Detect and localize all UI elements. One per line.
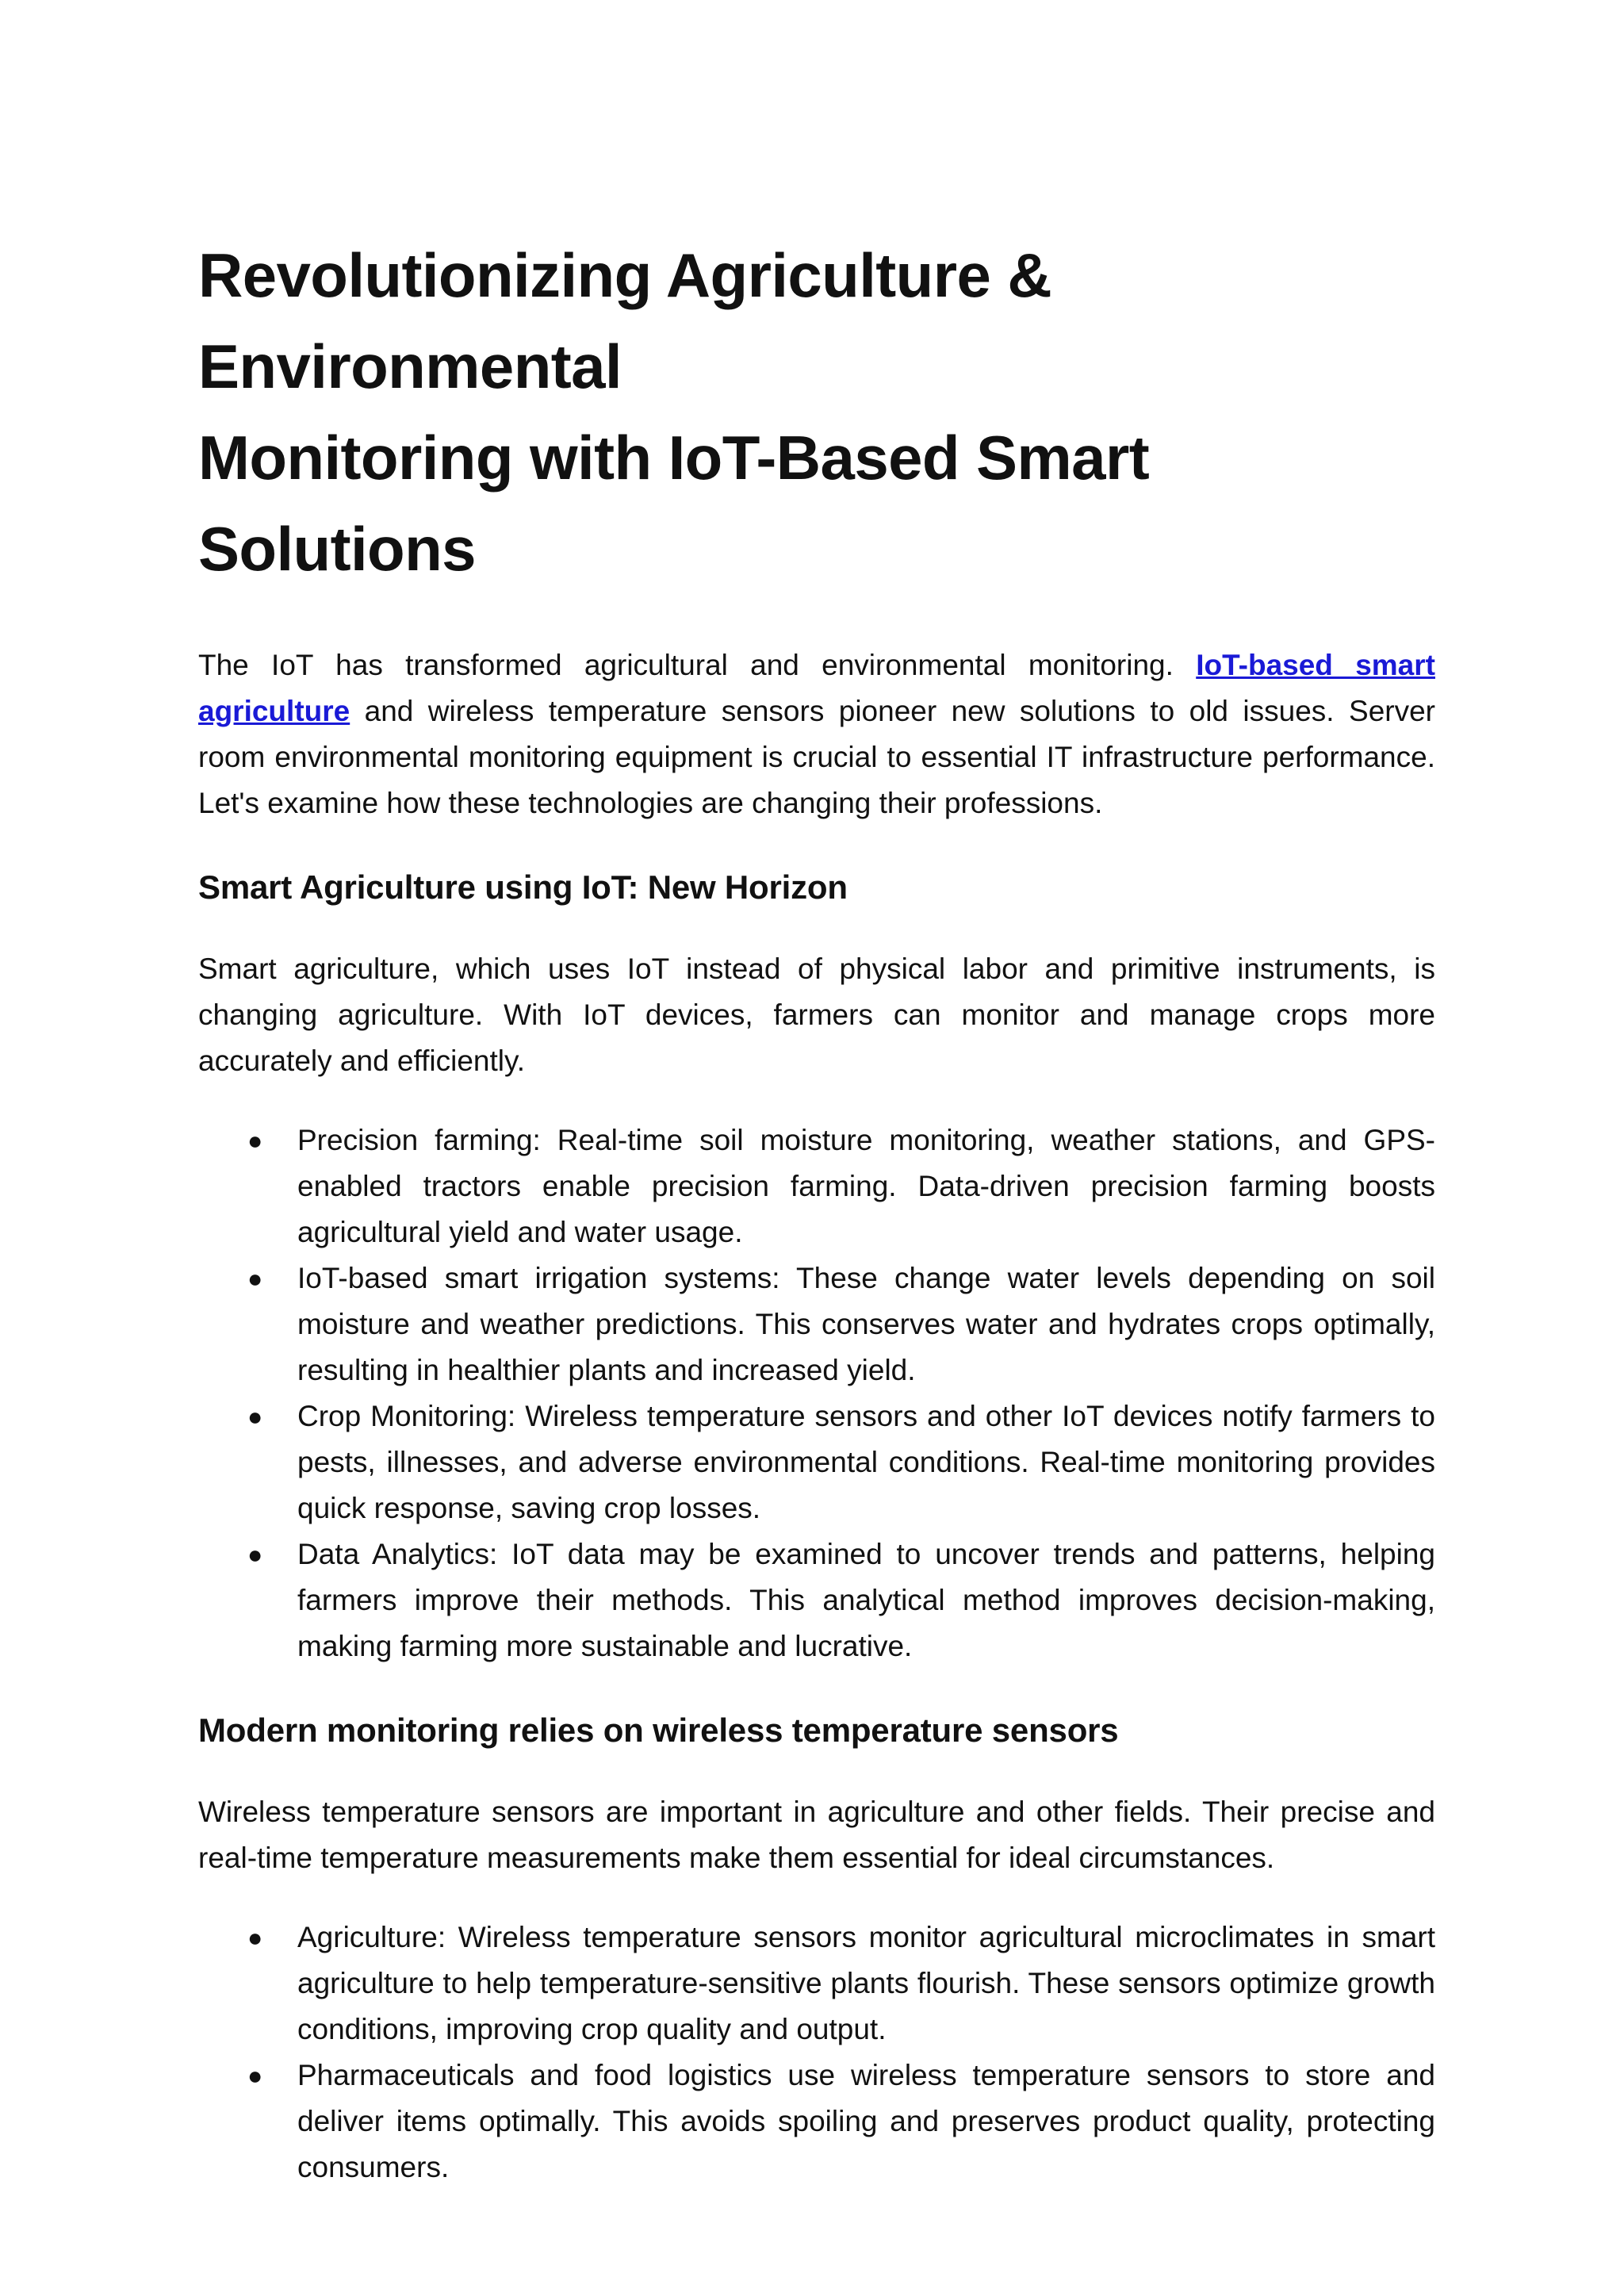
bullet-icon: ●	[247, 1126, 263, 1155]
title-line-2: Monitoring with IoT-Based Smart Solutions	[198, 423, 1150, 584]
document-content	[198, 230, 1435, 2191]
title-line-1: Revolutionizing Agriculture & Environmental	[198, 240, 1052, 401]
list-item-text: Data Analytics: IoT data may be examined to uncover trends and patterns, helping farmers improve their methods. This analytical method improves decision-making, making farming more sustainable and lucrative.	[297, 1538, 1435, 1662]
list-item	[198, 1393, 1435, 1531]
section-paragraph-wireless-sensors: Wireless temperature sensors are important in agriculture and other fields. Their precise and real-time temperature measurements make them essential for ideal circumstances.	[198, 1796, 1435, 1874]
intro-paragraph	[198, 642, 1435, 826]
bullet-icon: ●	[247, 1264, 263, 1293]
section-paragraph-smart-agriculture: Smart agriculture, which uses IoT instead of physical labor and primitive instruments, is changing agriculture. With IoT devices, farmers can monitor and manage crops more accurately and efficiently.	[198, 953, 1435, 1077]
list-item	[198, 1531, 1435, 1669]
list-item-text: Crop Monitoring: Wireless temperature sensors and other IoT devices notify farmers to pests, illnesses, and adverse environmental conditions. Real-time monitoring provides quick response, saving crop losses.	[297, 1400, 1435, 1524]
section-heading-wireless-sensors: Modern monitoring relies on wireless temperature sensors	[198, 1711, 1119, 1749]
list-item-text: IoT-based smart irrigation systems: These change water levels depending on soil moisture and weather predictions. This conserves water and hydrates crops optimally, resulting in healthier plants and increased yield.	[297, 1262, 1435, 1386]
list-item-text: Pharmaceuticals and food logistics use wireless temperature sensors to store and deliver items optimally. This avoids spoiling and preserves product quality, protecting consumers.	[297, 2059, 1435, 2183]
list-item-text: Agriculture: Wireless temperature sensors monitor agricultural microclimates in smart agriculture to help temperature-sensitive plants flourish. These sensors optimize growth conditions, improving crop quality and output.	[297, 1921, 1435, 2045]
section-heading-smart-agriculture: Smart Agriculture using IoT: New Horizon	[198, 868, 848, 906]
bullet-icon: ●	[247, 1540, 263, 1569]
intro-text-before-link: The IoT has transformed agricultural and environmental monitoring.	[198, 649, 1197, 681]
list-item	[198, 2053, 1435, 2191]
list-item	[198, 1117, 1435, 1255]
list-item	[198, 1255, 1435, 1393]
bullet-icon: ●	[247, 1402, 263, 1431]
list-item-text: Precision farming: Real-time soil moisture monitoring, weather stations, and GPS-enabled tractors enable precision farming. Data-driven precision farming boosts agricultural yield and water usage.	[297, 1124, 1435, 1248]
intro-text-after-link: and wireless temperature sensors pioneer new solutions to old issues. Server room environmental monitoring equipment is crucial to essential IT infrastructure performance. Let's examine how these technologies are changing their professions.	[198, 695, 1435, 819]
bullet-list-wireless-sensors	[198, 1915, 1435, 2191]
iot-smart-agriculture-link[interactable]: IoT-based smart agriculture	[198, 649, 1435, 727]
list-item	[198, 1915, 1435, 2053]
bullet-icon: ●	[247, 2061, 263, 2090]
bullet-list-smart-agriculture	[198, 1117, 1435, 1669]
document-title	[198, 230, 1435, 595]
bullet-icon: ●	[247, 1923, 263, 1952]
